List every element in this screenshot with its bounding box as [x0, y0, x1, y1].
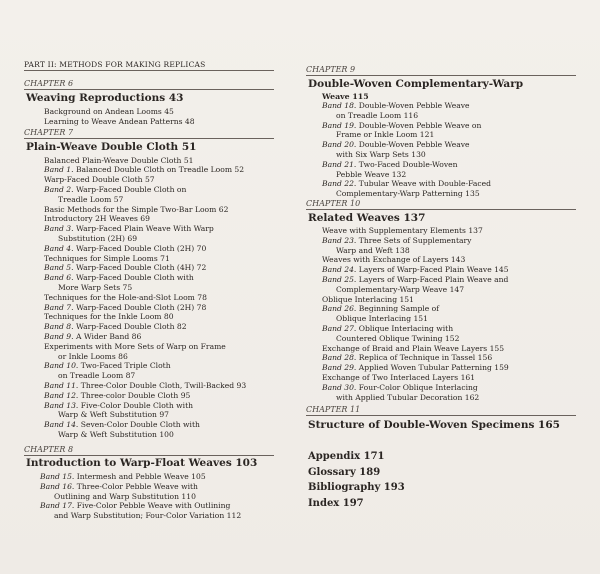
band-label: Band 1.: [44, 165, 74, 175]
chapter-title: Weaving Reproductions 43: [26, 92, 184, 104]
entry-text: Techniques for Simple Looms 71: [44, 253, 170, 263]
toc-entry: [336, 246, 410, 256]
entry-text: Basic Methods for the Simple Two-Bar Loom 62: [44, 204, 229, 214]
entry-text: Two-Faced Triple Cloth: [78, 361, 171, 371]
entry-text: Warp-Faced Double Cloth (4H) 72: [73, 263, 207, 273]
toc-entry: [322, 265, 509, 275]
band-label: Band 26.: [322, 304, 357, 314]
toc-entry: Background on Andean Looms 45: [44, 107, 174, 116]
entry-text: Three-Color Pebble Weave with: [74, 481, 198, 491]
entry-text: Warp-Faced Double Cloth (2H) 70: [73, 243, 207, 253]
toc-entry: [336, 150, 426, 160]
entry-text: Oblique Interlacing 151: [322, 294, 414, 304]
entry-text: Four-Color Oblique Interlacing: [356, 382, 478, 392]
toc-entry: [58, 430, 174, 440]
toc-entry: [336, 111, 418, 121]
entry-text: Frame or Inkle Loom 121: [336, 130, 435, 140]
part-heading: PART II: METHODS FOR MAKING REPLICAS: [24, 59, 274, 71]
entry-text: Two-Faced Double-Woven: [356, 159, 458, 169]
entry-text: Oblique Interlacing with: [356, 324, 454, 333]
chapter-title: Structure of Double-Woven Specimens 165: [308, 419, 560, 431]
toc-entry: [44, 342, 226, 352]
band-label: Band 14.: [44, 420, 79, 430]
toc-entry: [44, 263, 206, 273]
entry-text: Warp-Faced Double Cloth 57: [44, 175, 155, 185]
band-label: Band 25.: [322, 275, 357, 284]
band-label: Band 17.: [40, 501, 75, 511]
toc-entry: [322, 383, 478, 393]
toc-entry: [322, 363, 509, 373]
chapter-title: Plain-Weave Double Cloth 51: [26, 141, 197, 153]
entry-text: Layers of Warp-Faced Plain Weave 145: [356, 265, 509, 275]
toc-entry: [44, 420, 200, 430]
entry-text: Seven-Color Double Cloth with: [78, 420, 200, 430]
band-label: Band 9.: [44, 331, 74, 341]
band-label: Band 4.: [44, 243, 74, 253]
entry-text: Complementary-Warp Patterning 135: [336, 189, 480, 199]
band-label: Band 19.: [322, 120, 357, 130]
chapter-label: CHAPTER 11: [306, 404, 576, 416]
entry-text: and Warp Substitution; Four-Color Variation 112: [54, 511, 242, 521]
toc-entry: [322, 236, 471, 246]
band-label: Band 15.: [40, 472, 75, 481]
toc-entry: [40, 501, 230, 511]
entry-text: Five-Color Double Cloth with: [78, 400, 194, 410]
band-label: Band 23.: [322, 235, 357, 245]
back-matter-entry: Glossary 189: [308, 466, 381, 478]
toc-entry: [44, 165, 244, 175]
entry-text: Oblique Interlacing 151: [336, 314, 428, 324]
chapter-label: CHAPTER 7: [24, 127, 274, 139]
entry-text: Pebble Weave 132: [336, 169, 407, 179]
toc-entry: [322, 255, 465, 265]
band-label: Band 8.: [44, 322, 74, 332]
entry-text: Warp-Faced Double Cloth with: [73, 273, 194, 283]
entry-text: on Treadle Loom 116: [336, 110, 419, 120]
toc-entry: [58, 234, 137, 244]
band-label: Band 12.: [44, 390, 79, 400]
toc-entry: [44, 214, 150, 224]
chapter-title: Double-Woven Complementary-Warp: [308, 78, 524, 90]
entry-text: Warp-Faced Plain Weave With Warp: [73, 224, 214, 234]
chapter-subtitle: Weave 115: [322, 92, 369, 101]
band-label: Band 29.: [322, 363, 357, 373]
band-label: Band 10.: [44, 361, 79, 371]
entry-text: Warp & Weft Substitution 97: [58, 410, 169, 420]
toc-entry: [44, 273, 194, 283]
entry-text: Outlining and Warp Substitution 110: [54, 491, 196, 501]
toc-entry: [322, 295, 414, 305]
toc-entry: [322, 101, 470, 111]
toc-entry: [322, 226, 483, 236]
entry-text: Warp & Weft Substitution 100: [58, 429, 174, 439]
toc-entry: [44, 185, 186, 195]
band-label: Band 28.: [322, 353, 357, 363]
chapter-label: CHAPTER 8: [24, 444, 274, 456]
toc-entry: [322, 275, 508, 285]
toc-entry: [336, 393, 479, 403]
toc-entry: [336, 285, 464, 295]
entry-text: Substitution (2H) 69: [58, 233, 138, 243]
band-label: Band 30.: [322, 382, 357, 392]
band-label: Band 6.: [44, 273, 74, 283]
entry-text: Three Sets of Supplementary: [356, 235, 472, 245]
entry-text: Double-Woven Pebble Weave: [356, 140, 470, 150]
chapter-label: CHAPTER 9: [306, 64, 576, 76]
chapter-title: Related Weaves 137: [308, 212, 426, 224]
chapter-label: CHAPTER 6: [24, 78, 274, 90]
toc-entry: [44, 303, 206, 313]
entry-text: Three-Color Double Cloth, Twill-Backed 93: [78, 380, 247, 390]
band-label: Band 18.: [322, 101, 357, 110]
toc-entry: [54, 511, 241, 521]
toc-entry: [322, 179, 491, 189]
band-label: Band 27.: [322, 324, 357, 333]
entry-text: Weave with Supplementary Elements 137: [322, 226, 483, 235]
toc-entry: [44, 381, 246, 391]
band-label: Band 21.: [322, 159, 357, 169]
entry-text: or Inkle Looms 86: [58, 351, 128, 361]
toc-entry: [322, 373, 475, 383]
entry-text: Exchange of Braid and Plain Weave Layers 155: [322, 343, 505, 353]
band-label: Band 7.: [44, 302, 74, 312]
band-label: Band 3.: [44, 224, 74, 234]
entry-text: Warp-Faced Double Cloth on: [73, 184, 187, 194]
toc-entry: [322, 121, 481, 131]
chapter-label: CHAPTER 10: [306, 198, 576, 210]
toc-entry: [322, 353, 492, 363]
entry-text: Double-Woven Pebble Weave: [356, 101, 470, 110]
band-label: Band 24.: [322, 265, 357, 275]
entry-text: Three-color Double Cloth 95: [78, 390, 191, 400]
back-matter-entry: Index 197: [308, 497, 364, 509]
band-label: Band 20.: [322, 140, 357, 150]
entry-text: Countered Oblique Twining 152: [336, 333, 460, 343]
toc-entry: [54, 492, 196, 502]
toc-entry: [58, 410, 169, 420]
entry-text: Five-Color Pebble Weave with Outlining: [74, 501, 231, 511]
toc-entry: [322, 344, 504, 354]
toc-entry: Learning to Weave Andean Patterns 48: [44, 116, 195, 126]
entry-text: Double-Woven Pebble Weave on: [356, 120, 482, 130]
band-label: Band 5.: [44, 263, 74, 273]
entry-text: Treadle Loom 57: [58, 194, 124, 204]
back-matter-entry: Bibliography 193: [308, 482, 405, 493]
band-label: Band 16.: [40, 481, 75, 491]
entry-text: Exchange of Two Interlaced Layers 161: [322, 373, 476, 382]
entry-text: on Treadle Loom 87: [58, 371, 136, 381]
band-label: Band 13.: [44, 400, 79, 410]
entry-text: Beginning Sample of: [356, 304, 440, 314]
toc-entry: [322, 304, 439, 314]
entry-text: Warp-Faced Double Cloth 82: [73, 322, 187, 332]
entry-text: Warp-Faced Double Cloth (2H) 78: [73, 302, 207, 312]
entry-text: Layers of Warp-Faced Plain Weave and: [356, 275, 509, 284]
toc-entry: [322, 324, 453, 334]
toc-entry: [336, 334, 459, 344]
entry-text: A Wider Band 86: [73, 331, 142, 341]
entry-text: Balanced Plain-Weave Double Cloth 51: [44, 155, 194, 165]
entry-text: Warp and Weft 138: [336, 245, 410, 255]
band-label: Band 11.: [44, 380, 79, 390]
band-label: Band 22.: [322, 179, 357, 189]
toc-entry: [336, 130, 434, 140]
toc-entry: [58, 352, 128, 362]
toc-entry: [322, 160, 458, 170]
toc-entry: [58, 371, 135, 381]
entry-text: Introductory 2H Weaves 69: [44, 214, 150, 224]
toc-entry: [44, 312, 174, 322]
entry-text: Balanced Double Cloth on Treadle Loom 52: [73, 165, 245, 175]
toc-entry: [44, 175, 155, 185]
entry-text: Intermesh and Pebble Weave 105: [74, 472, 206, 481]
chapter-title: Introduction to Warp-Float Weaves 103: [26, 457, 258, 469]
toc-entry: [44, 322, 187, 332]
toc-entry: [40, 482, 198, 492]
entry-text: with Applied Tubular Decoration 162: [336, 392, 480, 402]
toc-entry: [44, 332, 141, 342]
entry-text: Applied Woven Tubular Patterning 159: [356, 363, 509, 373]
entry-text: with Six Warp Sets 130: [336, 150, 426, 159]
toc-entry: [44, 224, 214, 234]
toc-entry: [44, 391, 190, 401]
toc-entry: [336, 314, 428, 324]
toc-entry: [44, 254, 170, 264]
band-label: Band 2.: [44, 184, 74, 194]
toc-entry: [44, 293, 207, 303]
toc-entry: [44, 361, 171, 371]
entry-text: Replica of Technique in Tassel 156: [356, 353, 493, 363]
entry-text: Weaves with Exchange of Layers 143: [322, 255, 466, 265]
entry-text: Techniques for the Hole-and-Slot Loom 78: [44, 292, 207, 302]
toc-entry: [44, 244, 206, 254]
toc-entry: [322, 140, 470, 150]
toc-entry: [44, 156, 194, 166]
toc-entry: [58, 195, 123, 205]
back-matter-entry: Appendix 171: [308, 451, 385, 462]
entry-text: More Warp Sets 75: [58, 282, 133, 292]
entry-text: Tubular Weave with Double-Faced: [356, 179, 491, 189]
entry-text: Techniques for the Inkle Loom 80: [44, 312, 174, 322]
toc-entry: [58, 283, 132, 293]
entry-text: Experiments with More Sets of Warp on Frame: [44, 341, 226, 351]
toc-entry: [44, 205, 228, 215]
toc-entry: [40, 472, 206, 482]
entry-text: Complementary-Warp Weave 147: [336, 284, 465, 294]
toc-entry: [44, 401, 193, 411]
toc-entry: [336, 170, 406, 180]
